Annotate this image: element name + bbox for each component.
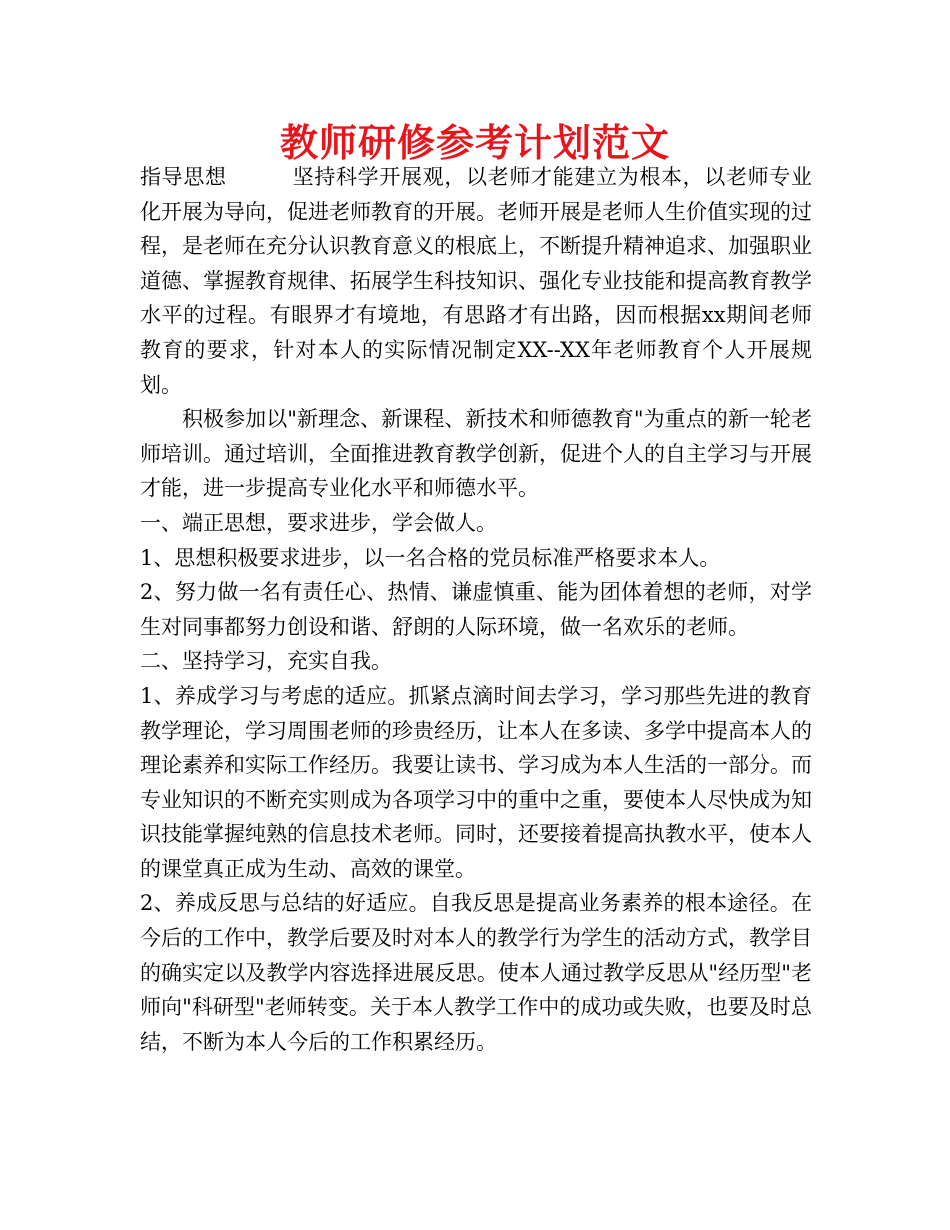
paragraph-label: 指导思想 bbox=[140, 165, 227, 189]
list-item: 1、养成学习与考虑的适应。抓紧点滴时间去学习，学习那些先进的教育教学理论，学习周围老师的珍贵经历，让本人在多读、多学中提高本人的理论素养和实际工作经历。我要让读书、学习成为本人生活的一部分。而专业知识的不断充实则成为各项学习中的重中之重，要使本人尽快成为知识技能掌握纯熟的信息技术老师。同时，还要接着提高执教水平，使本人的课堂真正成为生动、高效的课堂。 bbox=[140, 683, 812, 881]
section-heading-1: 一、端正思想，要求进步，学会做人。 bbox=[140, 510, 497, 535]
document-body bbox=[140, 160, 812, 1059]
list-item: 2、努力做一名有责任心、热情、谦虚慎重、能为团体着想的老师，对学生对同事都努力创设和谐、舒朗的人际环境，做一名欢乐的老师。 bbox=[140, 580, 812, 639]
paragraph-guiding-thought bbox=[140, 160, 812, 402]
list-item: 1、思想积极要求进步，以一名合格的党员标准严格要求本人。 bbox=[140, 545, 721, 570]
list-item: 2、养成反思与总结的好适应。自我反思是提高业务素养的根本途径。在今后的工作中，教学后要及时对本人的教学行为学生的活动方式，教学目的确实定以及教学内容选择进展反思。使本人通过教学反思从"经历型"老师向"科研型"老师转变。关于本人教学工作中的成功或失败，也要及时总结，不断为本人今后的工作积累经历。 bbox=[140, 891, 812, 1054]
section-heading-2: 二、坚持学习，充实自我。 bbox=[140, 649, 392, 674]
paragraph-training: 积极参加以"新理念、新课程、新技术和师德教育"为重点的新一轮老师培训。通过培训，全面推进教育教学创新，促进个人的自主学习与开展才能，进一步提高专业化水平和师德水平。 bbox=[140, 407, 812, 501]
paragraph-text: 坚持科学开展观，以老师才能建立为根本，以老师专业化开展为导向，促进老师教育的开展。老师开展是老师人生价值实现的过程，是老师在充分认识教育意义的根底上，不断提升精神追求、加强职业道德、掌握教育规律、拓展学生科技知识、强化专业技能和提高教育教学水平的过程。有眼界才有境地，有思路才有出路，因而根据xx期间老师教育的要求，针对本人的实际情况制定XX--XX年老师教育个人开展规划。 bbox=[140, 165, 813, 397]
document-title: 教师研修参考计划范文 bbox=[279, 121, 670, 165]
